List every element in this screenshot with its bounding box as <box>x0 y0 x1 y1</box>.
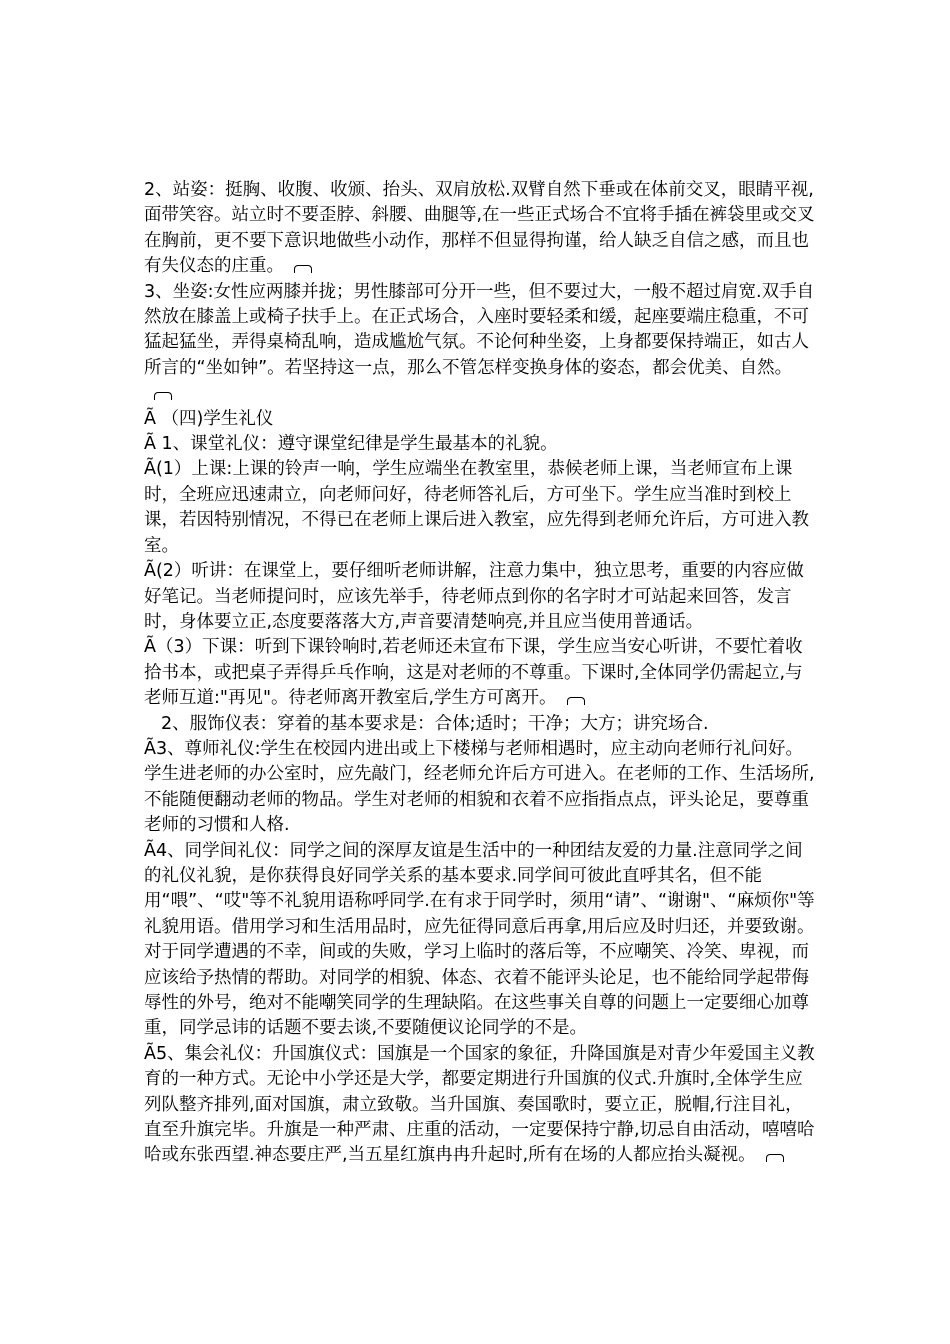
document-body <box>144 178 816 1169</box>
paragraph-text: Ã5、集会礼仪：升国旗仪式：国旗是一个国家的象征，升降国旗是对青少年爱国主义教育的一种方式。无论中小学还是大学，都要定期进行升国旗的仪式.升旗时,全体学生应列队整齐排列,面对国旗，肃立致敬。当升国旗、奏国歌时，要立正，脱帽,行注目礼，直至升旗完毕。升旗是一种严肃、庄重的活动，一定要保持宁静,切忌自由活动，嘻嘻哈哈或东张西望.神态要庄严,当五星红旗冉冉升起时,所有在场的人都应抬头凝视。 <box>144 1043 815 1166</box>
paragraph-listening: Ã(2）听讲：在课堂上，要仔细听老师讲解，注意力集中，独立思考，重要的内容应做好笔记。当老师提问时，应该先举手，待老师点到你的名字时才可站起来回答，发言时，身体要立正,态度要落落大方,声音要清楚响亮,并且应当使用普通话。 <box>144 561 804 632</box>
paragraph-end-mark-icon <box>294 265 312 273</box>
paragraph-assembly-etiquette <box>144 1042 816 1169</box>
paragraph-end-mark-icon <box>567 697 585 705</box>
paragraph-text: Ã（3）下课：听到下课铃响时,若老师还未宣布下课，学生应当安心听讲，不要忙着收拾书本，或把桌子弄得乒乓作响，这是对老师的不尊重。下课时,全体同学仍需起立,与老师互道:"再见"。待老师离开教室后,学生方可离开。 <box>144 637 803 709</box>
paragraph-text: 3、坐姿:女性应两膝并拢；男性膝部可分开一些，但不要过大，一般不超过肩宽.双手自然放在膝盖上或椅子扶手上。在正式场合，入座时要轻柔和缓，起座要端庄稳重，不可猛起猛坐，弄得桌椅乱响，造成尴尬气氛。不论何种坐姿，上身都要保持端正，如古人所言的“坐如钟”。若坚持这一点，那么不管怎样变换身体的姿态，都会优美、自然。 <box>144 281 815 378</box>
paragraph-end-mark-icon <box>766 1154 784 1162</box>
paragraph-end-of-class <box>144 635 816 711</box>
paragraph-respecting-teachers: Ã3、尊师礼仪:学生在校园内进出或上下楼梯与老师相遇时，应主动向老师行礼问好。学生进老师的办公室时，应先敲门，经老师允许后方可进入。在老师的工作、生活场所,不能随便翻动老师的物品。学生对老师的相貌和衣着不应指指点点，评头论足，要尊重老师的习惯和人格. <box>144 738 815 836</box>
paragraph-text: 2、站姿：挺胸、收腹、收颁、抬头、双肩放松.双臂自然下垂或在体前交叉，眼睛平视,面带笑容。站立时不要歪脖、斜腰、曲腿等,在一些正式场合不宜将手插在裤袋里或交叉在胸前，更不要下意识地做些小动作，那样不但显得拘谨，给人缺乏自信之感，而且也有失仪态的庄重。 <box>144 180 815 277</box>
paragraph-standing-posture <box>144 178 816 280</box>
paragraph-sitting-posture <box>144 280 816 407</box>
paragraph-end-mark-icon <box>154 392 172 400</box>
paragraph-dress-appearance: 2、服饰仪表：穿着的基本要求是：合体;适时；干净；大方；讲究场合. <box>161 713 709 734</box>
paragraph-attending-class: Ã(1）上课:上课的铃声一响，学生应端坐在教室里，恭候老师上课，当老师宣布上课时，全班应迅速肃立，向老师问好，待老师答礼后，方可坐下。学生应当准时到校上课，若因特别情况，不得已在老师上课后进入教室，应先得到老师允许后，方可进入教室。 <box>144 459 809 556</box>
paragraph-classroom-etiquette: Ã 1、课堂礼仪：遵守课堂纪律是学生最基本的礼貌。 <box>144 434 558 455</box>
paragraph-classmate-etiquette: Ã4、同学间礼仪：同学之间的深厚友谊是生活中的一种团结友爱的力量.注意同学之间的礼仪礼貌，是你获得良好同学关系的基本要求.同学间可彼此直呼其名，但不能用“喂”、“哎"等不礼貌用语称呼同学.在有求于同学时，须用“请”、“谢谢"、“麻烦你"等礼貌用语。借用学习和生活用品时，应先征得同意后再拿,用后应及时归还，并要致谢。对于同学遭遇的不幸，间或的失败，学习上临时的落后等，不应嘲笑、冷笑、卑视，而应该给予热情的帮助。对同学的相貌、体态、衣着不能评头论足，也不能给同学起带侮辱性的外号，绝对不能嘲笑同学的生理缺陷。在这些事关自尊的问题上一定要细心加尊重，同学忌讳的话题不要去谈,不要随便议论同学的不是。 <box>144 840 815 1039</box>
section-heading-student-etiquette: Ã （四)学生礼仪 <box>144 408 274 429</box>
